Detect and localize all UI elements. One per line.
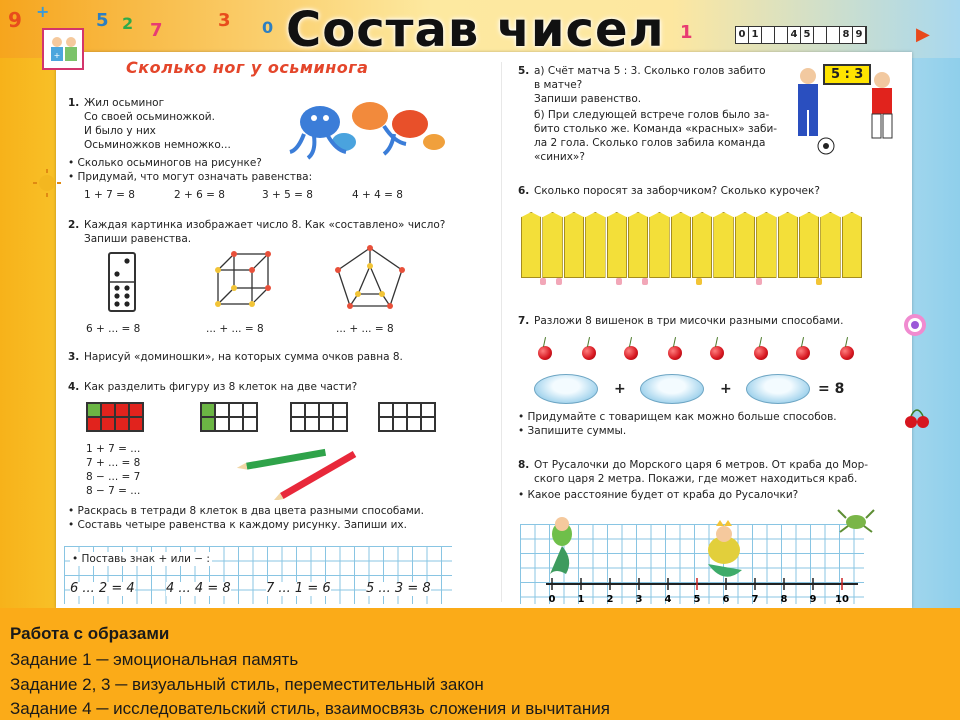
task-text: ла 2 гола. Сколько голов забила команда	[534, 137, 766, 149]
bullet-text: • Запишите суммы.	[518, 425, 627, 437]
cherry-icon	[668, 346, 682, 360]
number-line-label: 10	[835, 594, 849, 604]
octopus-illustration	[284, 90, 450, 162]
cherry-icon	[582, 346, 596, 360]
strip-label: • Поставь знак + или − :	[72, 553, 210, 565]
strip-item: 7 ... 1 = 6	[266, 581, 331, 596]
hen-leg	[696, 278, 702, 285]
task-number: 4.	[68, 381, 80, 393]
grid-figure	[378, 402, 436, 432]
cherry-icon	[624, 346, 638, 360]
task-number: 7.	[518, 315, 530, 327]
pig-leg	[556, 278, 562, 285]
poem-line: Осьминожков немножко...	[84, 139, 231, 151]
grid-figure	[290, 402, 348, 432]
bullet-text: • Какое расстояние будет от краба до Русалочки?	[518, 489, 799, 501]
task-number: 6.	[518, 185, 530, 197]
task-text: Как разделить фигуру из 8 клеток на две части?	[84, 381, 358, 393]
bowl-icon	[746, 374, 810, 404]
decor-number: +	[36, 2, 50, 21]
decor-number: 5	[96, 10, 109, 31]
question-text: • Придумай, что могут означать равенства:	[68, 171, 313, 183]
book-logo-icon	[42, 28, 84, 70]
notes-line: Задание 4 ─ исследовательский стиль, взаимосвязь сложения и вычитания	[10, 699, 610, 718]
number-line-label: 1	[577, 594, 585, 604]
task-text: От Русалочки до Морского царя 6 метров. От краба до Мор-	[534, 459, 869, 471]
number-line	[546, 576, 864, 604]
candy-icon	[902, 312, 928, 338]
cube-picture	[212, 248, 276, 312]
decor-number: 3	[218, 10, 231, 31]
plus-sign: +	[614, 381, 626, 397]
question-text: • Сколько осьминогов на рисунке?	[68, 157, 262, 169]
task-number: 8.	[518, 459, 530, 471]
poem-line: Со своей осьминожкой.	[84, 111, 215, 123]
sun-icon	[32, 168, 62, 198]
equation: ... + ... = 8	[336, 323, 394, 335]
pig-leg	[540, 278, 546, 285]
task-text: Сколько поросят за заборчиком? Сколько курочек?	[534, 185, 820, 197]
equation: 8 − ... = 7	[86, 471, 141, 483]
arrow-icon: ▶	[916, 24, 930, 45]
decor-number: 9	[8, 8, 22, 32]
task-text: в матче?	[534, 79, 583, 91]
football-players-illustration	[786, 66, 910, 158]
crab-illustration	[836, 504, 876, 538]
cherry-icon	[710, 346, 724, 360]
domino-picture	[108, 252, 136, 312]
bowl-icon	[534, 374, 598, 404]
equation: 3 + 5 = 8	[262, 189, 313, 201]
cherries-icon	[902, 400, 932, 430]
cherry-icon	[796, 346, 810, 360]
svg-text:+: +	[53, 51, 61, 60]
task-text: «синих»?	[534, 151, 585, 163]
bowl-icon	[640, 374, 704, 404]
notes-title: Работа с образами	[10, 624, 170, 643]
number-line-label: 4	[664, 594, 672, 604]
task-text: Разложи 8 вишенок в три мисочки разными способами.	[534, 315, 844, 327]
decor-number: 0	[262, 18, 274, 37]
equation: 4 + 4 = 8	[352, 189, 403, 201]
textbook-page	[53, 51, 912, 608]
pencils-illustration	[236, 448, 366, 500]
task-number: 3.	[68, 351, 80, 363]
task-text: ского царя 2 метра. Покажи, где может находиться краб.	[534, 473, 858, 485]
slide-title: Состав чисел	[286, 2, 665, 58]
equation: 8 − 7 = ...	[86, 485, 141, 497]
task-text: Запиши равенство.	[534, 93, 642, 105]
notes-panel	[0, 608, 960, 720]
cherry-icon	[754, 346, 768, 360]
pig-leg	[616, 278, 622, 285]
pentagon-star-picture	[334, 244, 406, 310]
number-line-label: 5	[693, 594, 701, 604]
decor-number: 7	[150, 20, 163, 41]
task-text: а) Счёт матча 5 : 3. Сколько голов забито	[534, 65, 766, 77]
pig-leg	[642, 278, 648, 285]
task-text: бито столько же. Команда «красных» заби-	[534, 123, 778, 135]
fence-illustration	[521, 212, 863, 278]
sea-king-illustration	[698, 520, 756, 584]
hen-leg	[816, 278, 822, 285]
cherry-icon	[840, 346, 854, 360]
number-line-label: 0	[548, 594, 556, 604]
plus-sign: +	[720, 381, 732, 397]
task-text: Запиши равенства.	[84, 233, 192, 245]
equation: 2 + 6 = 8	[174, 189, 225, 201]
equation: 1 + 7 = ...	[86, 443, 141, 455]
strip-item: 4 ... 4 = 8	[166, 581, 231, 596]
bullet-text: • Придумайте с товарищем как можно больше способов.	[518, 411, 837, 423]
number-line-label: 3	[635, 594, 643, 604]
equation: 7 + ... = 8	[86, 457, 141, 469]
pig-leg	[756, 278, 762, 285]
strip-item: 6 ... 2 = 4	[70, 581, 135, 596]
decor-number: 1	[680, 22, 693, 43]
grid-figure	[86, 402, 144, 432]
decor-number: 2	[122, 14, 134, 33]
poem-line: Жил осьминог	[84, 97, 165, 109]
bullet-text: • Составь четыре равенства к каждому рисунку. Запиши их.	[68, 519, 407, 531]
number-line-label: 6	[722, 594, 730, 604]
task-number: 1.	[68, 97, 80, 109]
task-text: Каждая картинка изображает число 8. Как «составлено» число?	[84, 219, 446, 231]
section-heading: Сколько ног у осьминога	[126, 58, 369, 77]
poem-line: И было у них	[84, 125, 156, 137]
score-badge: 5 : 3	[823, 64, 871, 85]
number-line-label: 7	[751, 594, 759, 604]
equation: ... + ... = 8	[206, 323, 264, 335]
strip-item: 5 ... 3 = 8	[366, 581, 431, 596]
bullet-text: • Раскрась в тетради 8 клеток в два цвета разными способами.	[68, 505, 424, 517]
task-number: 2.	[68, 219, 80, 231]
number-line-label: 9	[809, 594, 817, 604]
grid-figure	[200, 402, 258, 432]
corner-number-ruler: 0 1 4 5 8 9	[735, 26, 867, 44]
mermaid-illustration	[540, 512, 600, 582]
task-text: Нарисуй «доминошки», на которых сумма очков равна 8.	[84, 351, 403, 363]
notes-line: Задание 2, 3 ─ визуальный стиль, переместительный закон	[10, 675, 484, 694]
task-number: 5.	[518, 65, 530, 77]
task-text: б) При следующей встрече голов было за-	[534, 109, 770, 121]
number-line-label: 2	[606, 594, 614, 604]
cherry-icon	[538, 346, 552, 360]
sum-result: = 8	[818, 381, 845, 397]
number-line-label: 8	[780, 594, 788, 604]
notes-line: Задание 1 ─ эмоциональная память	[10, 650, 299, 669]
equation: 1 + 7 = 8	[84, 189, 135, 201]
equation: 6 + ... = 8	[86, 323, 141, 335]
column-divider	[501, 62, 502, 602]
